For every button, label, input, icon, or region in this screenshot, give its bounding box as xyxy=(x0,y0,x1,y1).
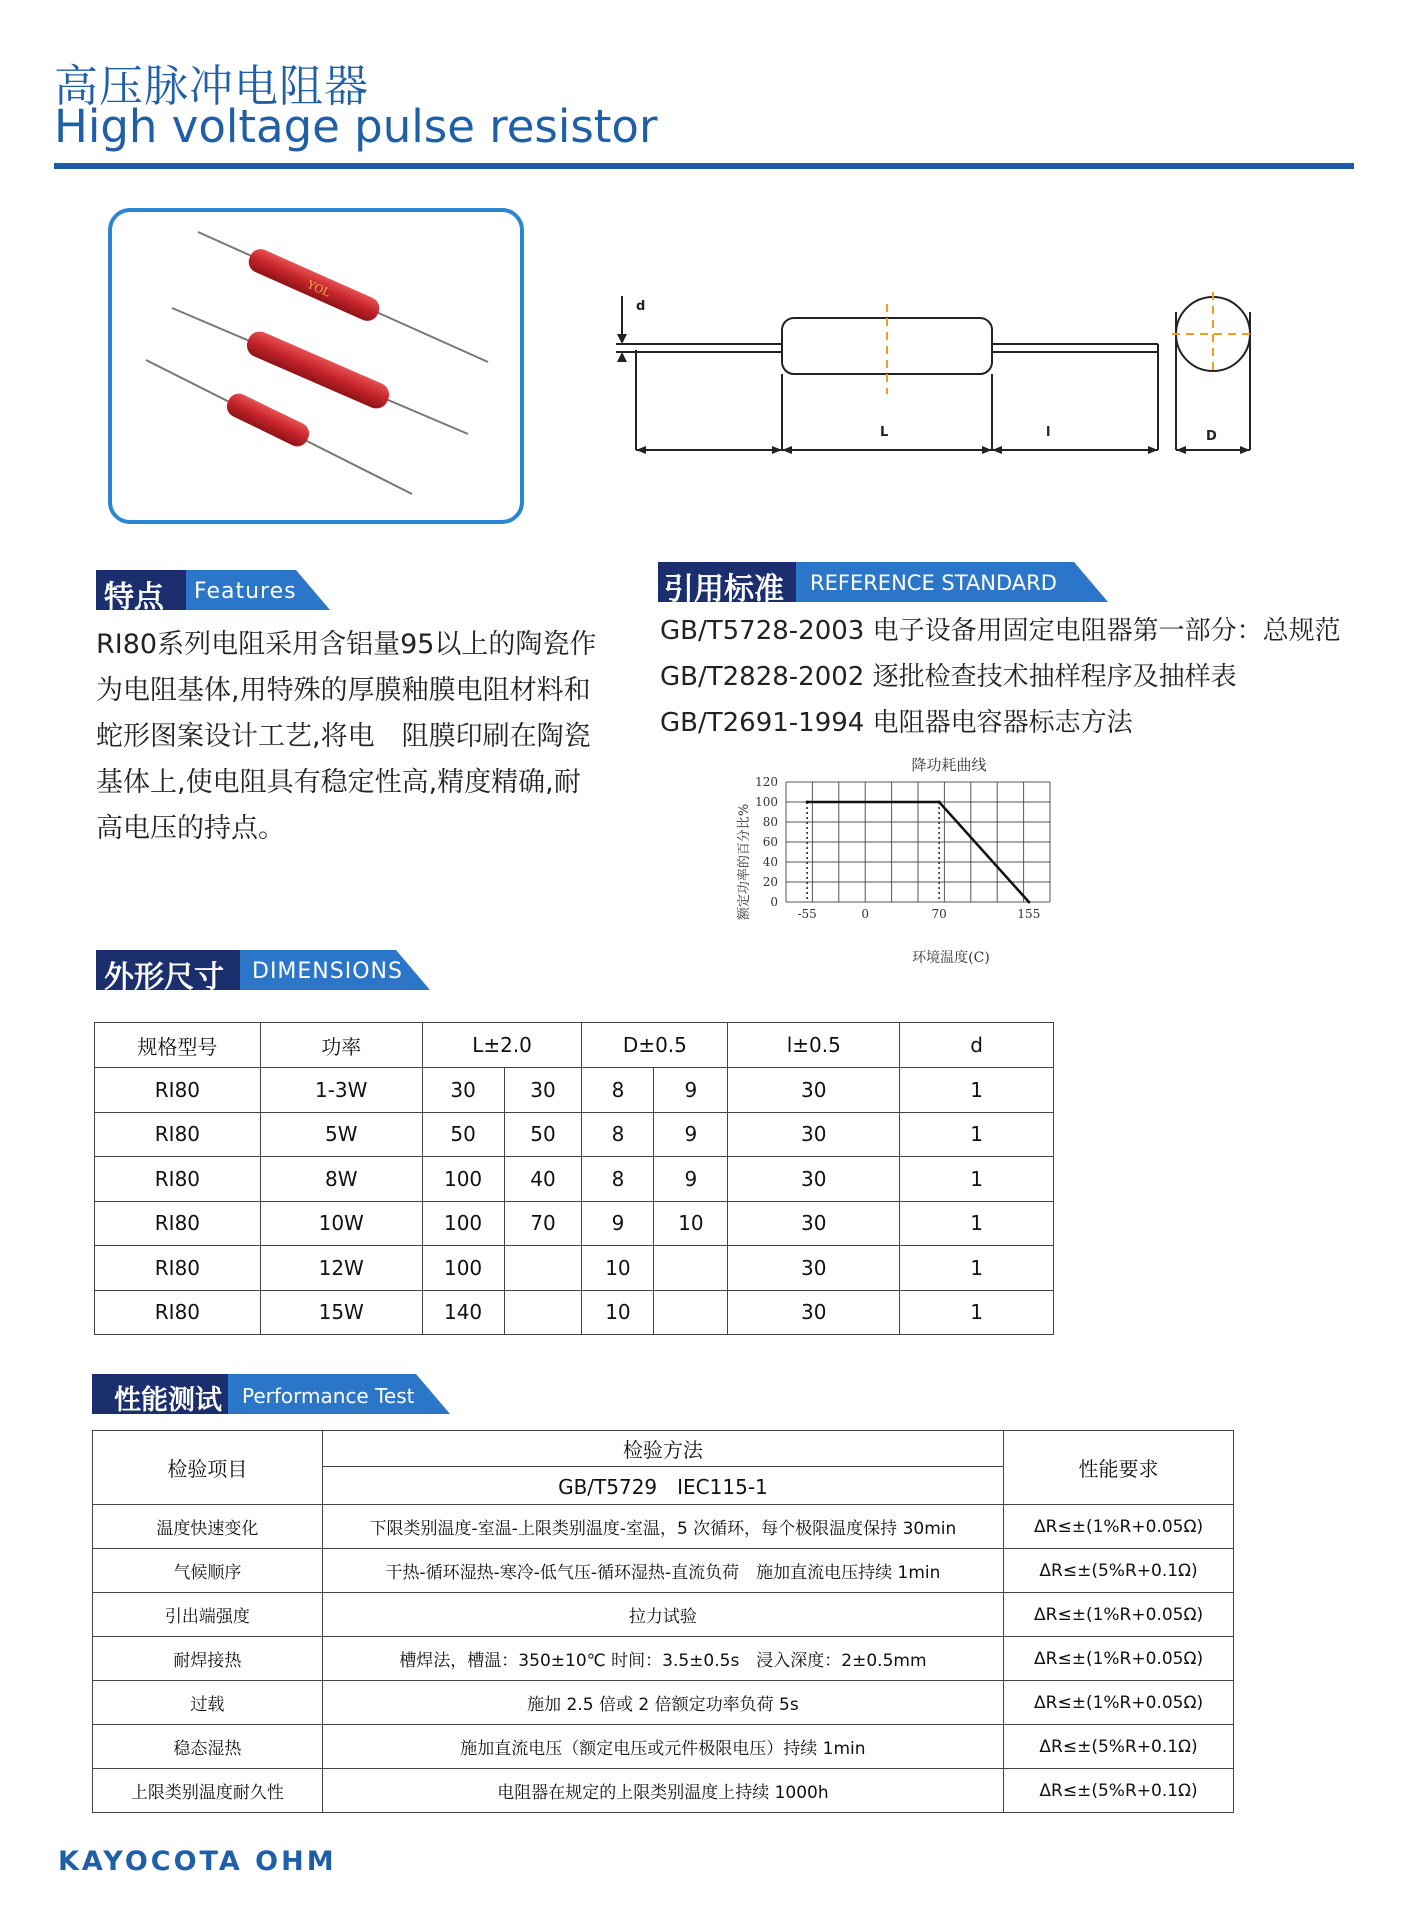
table-row xyxy=(93,1593,1234,1637)
resistor-photo xyxy=(112,212,520,520)
table-row xyxy=(95,1112,1054,1157)
test-item-cell: 引出端强度 xyxy=(93,1593,323,1637)
table-cell: RI80 xyxy=(95,1157,261,1202)
test-item-cell: 耐焊接热 xyxy=(93,1637,323,1681)
table-header-row xyxy=(95,1023,1054,1068)
table-header-row xyxy=(93,1431,1234,1467)
table-cell: 1 xyxy=(900,1068,1054,1113)
requirement-cell: ΔR≤±(1%R+0.05Ω) xyxy=(1004,1681,1234,1725)
table-cell: 12W xyxy=(260,1246,422,1291)
chart-data-point xyxy=(1027,901,1030,904)
chart-y-tick: 60 xyxy=(762,835,778,849)
test-item-cell: 温度快速变化 xyxy=(93,1505,323,1549)
features-line: 为电阻基体,用特殊的厚膜釉膜电阻材料和 xyxy=(96,675,591,706)
label-D: D xyxy=(1206,429,1217,444)
table-cell: RI80 xyxy=(95,1112,261,1157)
table-cell: 30 xyxy=(422,1068,504,1113)
table-cell xyxy=(654,1290,728,1335)
features-line: 蛇形图案设计工艺,将电 阻膜印刷在陶瓷 xyxy=(96,721,591,752)
chart-y-tick: 0 xyxy=(770,895,778,909)
header-requirement: 性能要求 xyxy=(1004,1431,1234,1505)
reference-header: 引用标准 REFERENCE STANDARD xyxy=(658,562,1108,602)
test-method-cell: 下限类别温度-室温-上限类别温度-室温，5 次循环，每个极限温度保持 30min xyxy=(322,1505,1003,1549)
table-row xyxy=(95,1290,1054,1335)
derating-chart xyxy=(724,748,1164,974)
table-cell: 50 xyxy=(422,1112,504,1157)
features-text xyxy=(96,622,616,852)
table-header-cell: 规格型号 xyxy=(95,1023,261,1068)
table-cell: 15W xyxy=(260,1290,422,1335)
table-cell: 10 xyxy=(582,1290,654,1335)
table-cell: 40 xyxy=(504,1157,582,1202)
header-method: 检验方法 xyxy=(322,1431,1003,1467)
table-cell: 50 xyxy=(504,1112,582,1157)
table-row xyxy=(93,1637,1234,1681)
table-cell: 30 xyxy=(728,1068,900,1113)
table-cell: 30 xyxy=(504,1068,582,1113)
table-cell: 1 xyxy=(900,1201,1054,1246)
test-method-cell: 拉力试验 xyxy=(322,1593,1003,1637)
table-cell: 8W xyxy=(260,1157,422,1202)
svg-text:YOL: YOL xyxy=(305,277,333,300)
dimension-drawing xyxy=(600,282,1280,472)
requirement-cell: ΔR≤±(1%R+0.05Ω) xyxy=(1004,1505,1234,1549)
requirement-cell: ΔR≤±(5%R+0.1Ω) xyxy=(1004,1549,1234,1593)
chart-y-tick: 20 xyxy=(762,875,778,889)
header-method-sub: GB/T5729 IEC115-1 xyxy=(322,1467,1003,1505)
table-cell: 9 xyxy=(582,1201,654,1246)
table-cell: 30 xyxy=(728,1290,900,1335)
label-l: l xyxy=(1046,425,1051,440)
table-cell: 10 xyxy=(582,1246,654,1291)
chart-y-tick: 100 xyxy=(755,795,778,809)
test-item-cell: 上限类别温度耐久性 xyxy=(93,1769,323,1813)
table-header-cell: d xyxy=(900,1023,1054,1068)
title-divider xyxy=(54,163,1354,169)
chart-y-tick: 40 xyxy=(762,855,778,869)
chart-data-point xyxy=(938,801,941,804)
product-photo-frame xyxy=(108,208,524,524)
table-cell: 30 xyxy=(728,1157,900,1202)
features-line: 基体上,使电阻具有稳定性高,精度精确,耐 xyxy=(96,767,581,798)
chart-y-tick: 120 xyxy=(755,775,778,789)
test-item-cell: 稳态湿热 xyxy=(93,1725,323,1769)
table-cell: 30 xyxy=(728,1112,900,1157)
dimensions-header: 外形尺寸 DIMENSIONS xyxy=(96,950,430,990)
requirement-cell: ΔR≤±(1%R+0.05Ω) xyxy=(1004,1637,1234,1681)
table-cell: 10 xyxy=(654,1201,728,1246)
table-cell: 8 xyxy=(582,1112,654,1157)
reference-list xyxy=(660,608,1341,746)
header-item: 检验项目 xyxy=(93,1431,323,1505)
table-cell: 30 xyxy=(728,1201,900,1246)
table-cell: 140 xyxy=(422,1290,504,1335)
chart-x-tick: 155 xyxy=(1017,907,1041,921)
resistor-1 xyxy=(198,232,488,362)
table-cell: 70 xyxy=(504,1201,582,1246)
table-cell: 5W xyxy=(260,1112,422,1157)
features-line: RI80系列电阻采用含铝量95以上的陶瓷作 xyxy=(96,629,597,660)
table-cell: RI80 xyxy=(95,1290,261,1335)
chart-x-tick: 0 xyxy=(861,907,870,921)
test-item-cell: 气候顺序 xyxy=(93,1549,323,1593)
table-cell: RI80 xyxy=(95,1246,261,1291)
table-cell xyxy=(654,1246,728,1291)
test-method-cell: 槽焊法，槽温：350±10℃ 时间：3.5±0.5s 浸入深度：2±0.5mm xyxy=(322,1637,1003,1681)
dimensions-table xyxy=(94,1022,1054,1335)
table-row xyxy=(93,1549,1234,1593)
table-cell: 1 xyxy=(900,1157,1054,1202)
table-header-cell: D±0.5 xyxy=(582,1023,728,1068)
chart-x-tick: -55 xyxy=(797,907,817,921)
table-row xyxy=(95,1157,1054,1202)
chart-data-point xyxy=(806,801,809,804)
performance-table xyxy=(92,1430,1234,1813)
table-cell xyxy=(504,1290,582,1335)
reference-item: GB/T5728-2003 电子设备用固定电阻器第一部分：总规范 xyxy=(660,616,1341,646)
page-title-cn: 高压脉冲电阻器 xyxy=(54,61,369,112)
chart-title: 降功耗曲线 xyxy=(911,756,987,774)
table-cell: 9 xyxy=(654,1068,728,1113)
brand-footer: KAYOCOTA OHM xyxy=(58,1846,337,1877)
test-method-cell: 施加直流电压（额定电压或元件极限电压）持续 1min xyxy=(322,1725,1003,1769)
table-cell: 9 xyxy=(654,1157,728,1202)
table-cell: 1 xyxy=(900,1290,1054,1335)
table-row xyxy=(93,1681,1234,1725)
table-cell: 100 xyxy=(422,1157,504,1202)
resistor-2 xyxy=(172,308,468,434)
table-header-cell: 功率 xyxy=(260,1023,422,1068)
chart-ylabel: 额定功率的百分比% xyxy=(737,803,752,921)
test-method-cell: 施加 2.5 倍或 2 倍额定功率负荷 5s xyxy=(322,1681,1003,1725)
table-cell: RI80 xyxy=(95,1201,261,1246)
reference-item: GB/T2828-2002 逐批检查技术抽样程序及抽样表 xyxy=(660,662,1237,692)
table-cell xyxy=(504,1246,582,1291)
table-cell: 1 xyxy=(900,1112,1054,1157)
page-title-en: High voltage pulse resistor xyxy=(54,100,658,153)
table-row xyxy=(93,1769,1234,1813)
table-cell: 8 xyxy=(582,1157,654,1202)
test-method-cell: 电阻器在规定的上限类别温度上持续 1000h xyxy=(322,1769,1003,1813)
test-method-cell: 干热-循环湿热-寒冷-低气压-循环湿热-直流负荷 施加直流电压持续 1min xyxy=(322,1549,1003,1593)
chart-x-tick: 70 xyxy=(931,907,947,921)
requirement-cell: ΔR≤±(5%R+0.1Ω) xyxy=(1004,1769,1234,1813)
table-cell: 1 xyxy=(900,1246,1054,1291)
table-row xyxy=(93,1725,1234,1769)
features-header: 特点 Features xyxy=(96,570,330,610)
table-cell: 30 xyxy=(728,1246,900,1291)
table-cell: 8 xyxy=(582,1068,654,1113)
chart-xlabel: 环境温度(C) xyxy=(912,950,990,966)
table-cell: 9 xyxy=(654,1112,728,1157)
performance-header: 性能测试 Performance Test xyxy=(92,1374,450,1414)
table-row xyxy=(95,1201,1054,1246)
table-row xyxy=(95,1246,1054,1291)
reference-item: GB/T2691-1994 电阻器电容器标志方法 xyxy=(660,708,1133,738)
label-d: d xyxy=(636,299,646,314)
table-cell: 1-3W xyxy=(260,1068,422,1113)
requirement-cell: ΔR≤±(1%R+0.05Ω) xyxy=(1004,1593,1234,1637)
label-L: L xyxy=(880,425,889,440)
table-cell: RI80 xyxy=(95,1068,261,1113)
requirement-cell: ΔR≤±(5%R+0.1Ω) xyxy=(1004,1725,1234,1769)
table-cell: 100 xyxy=(422,1201,504,1246)
table-header-cell: L±2.0 xyxy=(422,1023,582,1068)
table-row xyxy=(95,1068,1054,1113)
table-header-cell: l±0.5 xyxy=(728,1023,900,1068)
table-row xyxy=(93,1505,1234,1549)
features-line: 高电压的持点。 xyxy=(96,813,285,844)
table-cell: 100 xyxy=(422,1246,504,1291)
table-cell: 10W xyxy=(260,1201,422,1246)
test-item-cell: 过载 xyxy=(93,1681,323,1725)
chart-y-tick: 80 xyxy=(762,815,778,829)
